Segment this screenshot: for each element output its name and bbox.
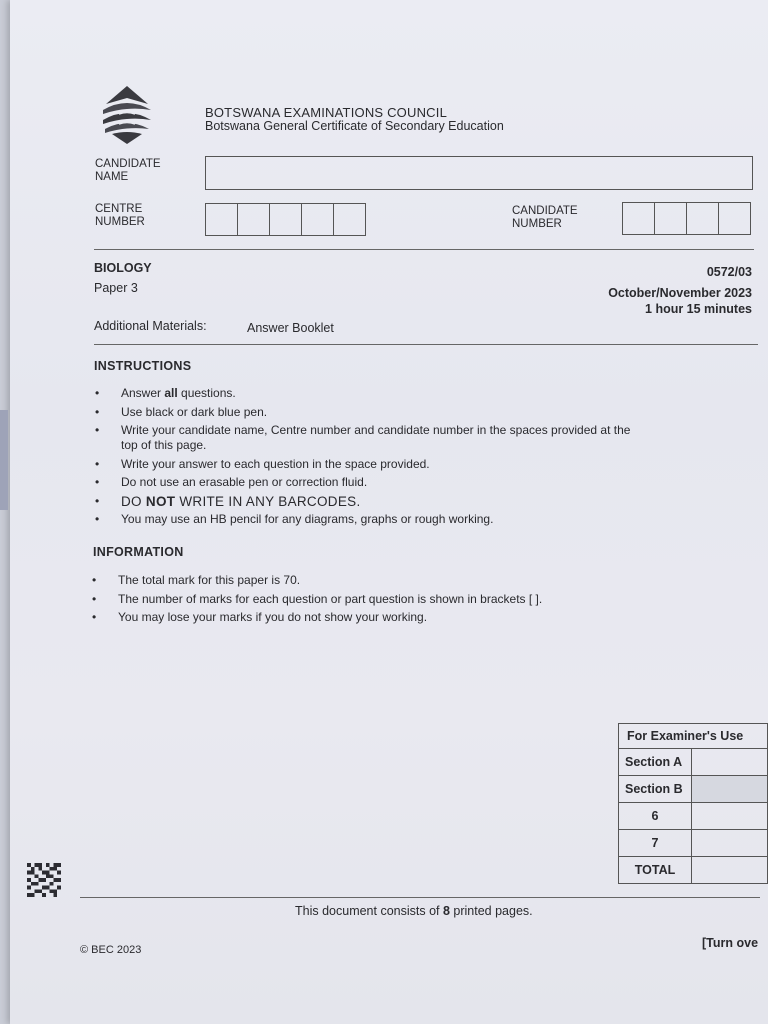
instructions-heading: INSTRUCTIONS [94,359,192,373]
page-count-text: printed pages. [449,904,533,918]
examiner-use-table [618,723,768,884]
exam-duration: 1 hour 15 minutes [645,302,752,316]
table-cell-label: Section B [619,776,692,803]
turn-over-note: [Turn ove [702,936,759,950]
list-item: • The number of marks for each question or part question is shown in brackets [ ]. [92,592,632,607]
table-row [619,857,768,884]
page-count-text: This document consists of [295,904,443,918]
divider [80,897,760,898]
candidate-digit-box[interactable] [719,203,750,234]
instruction-text: WRITE IN ANY BARCODES. [175,493,361,509]
barcode-icon [26,863,62,897]
information-list [92,573,632,629]
centre-number-label-line2: NUMBER [95,216,145,228]
divider [94,344,758,345]
candidate-name-label-line1: CANDIDATE [95,158,161,170]
subject-title: BIOLOGY [94,261,152,275]
list-item: • You may lose your marks if you do not show your working. [92,610,632,625]
candidate-name-label-line2: NAME [95,171,129,183]
page-count-number: 8 [442,904,450,918]
additional-materials-label: Additional Materials: [94,319,207,333]
table-row [619,830,768,857]
centre-digit-box[interactable] [334,204,365,235]
list-item: • The total mark for this paper is 70. [92,573,632,588]
paper-number: Paper 3 [94,281,138,295]
candidate-name-field[interactable] [205,156,753,190]
table-cell-label: TOTAL [619,857,692,884]
examiner-table-title: For Examiner's Use [619,724,768,749]
council-title: BOTSWANA EXAMINATIONS COUNCIL [205,105,447,120]
table-cell-label: 6 [619,803,692,830]
list-item: • You may use an HB pencil for any diagrams, graphs or rough working. [95,512,635,527]
information-heading: INFORMATION [93,545,184,559]
centre-digit-box[interactable] [302,204,334,235]
list-item [95,494,635,509]
instruction-text: DO [121,493,146,509]
table-cell-mark[interactable] [691,803,767,830]
table-cell-label: Section A [619,749,692,776]
instructions-list [95,386,635,531]
instruction-emphasis: NOT [145,493,176,509]
table-cell-label: 7 [619,830,692,857]
candidate-digit-box[interactable] [623,203,655,234]
list-item: • Use black or dark blue pen. [95,405,635,420]
candidate-number-field[interactable] [622,202,751,235]
list-item: • Write your candidate name, Centre number and candidate number in the spaces provided at the top of this page. [95,423,635,453]
exam-session: October/November 2023 [608,286,752,300]
copyright: © BEC 2023 [80,944,142,956]
table-cell-mark[interactable] [691,749,767,776]
list-item: • Do not use an erasable pen or correction fluid. [95,475,635,490]
table-row [619,749,768,776]
candidate-number-label [512,205,578,231]
candidate-number-label-line1: CANDIDATE [512,205,578,217]
table-row [619,803,768,830]
bec-logo-icon [98,84,156,146]
centre-digit-box[interactable] [206,204,238,235]
instruction-text: Answer [121,386,165,400]
list-item: • Write your answer to each question in the space provided. [95,457,635,472]
additional-materials-value: Answer Booklet [247,321,334,335]
centre-number-label-line1: CENTRE [95,203,143,215]
table-cell-mark[interactable] [691,857,767,884]
page-count-note [295,904,533,918]
candidate-number-label-line2: NUMBER [512,218,562,230]
certificate-title: Botswana General Certificate of Secondary Education [205,119,504,133]
table-cell-mark[interactable] [691,830,767,857]
centre-number-field[interactable] [205,203,366,236]
instruction-text: questions. [177,386,236,400]
candidate-digit-box[interactable] [655,203,687,234]
candidate-digit-box[interactable] [687,203,719,234]
candidate-name-label [95,158,161,184]
list-item [95,386,635,401]
centre-number-label [95,203,145,229]
centre-digit-box[interactable] [270,204,302,235]
centre-digit-box[interactable] [238,204,270,235]
instruction-emphasis: all [164,386,178,400]
table-cell-mark[interactable] [691,776,767,803]
page-edge-strip [0,410,8,510]
divider [94,249,754,250]
table-row [619,776,768,803]
paper-code: 0572/03 [706,265,752,279]
